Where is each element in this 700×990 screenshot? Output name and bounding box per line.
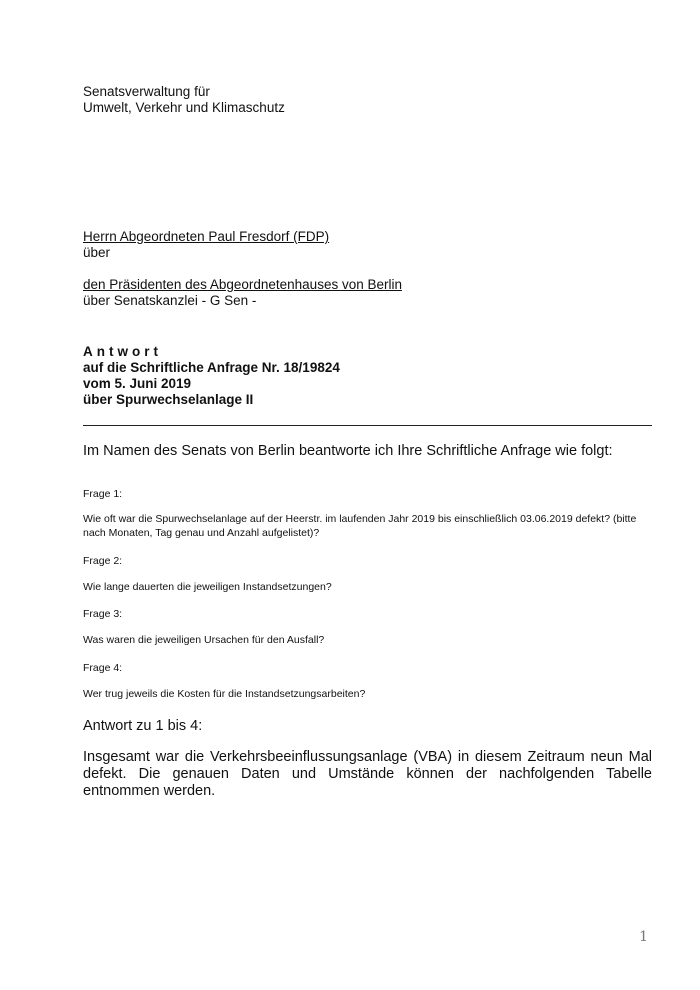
addressee: Herrn Abgeordneten Paul Fresdorf (FDP): [83, 229, 330, 244]
horizontal-divider: [83, 425, 652, 426]
via-line-1: über: [83, 245, 111, 260]
title-line-1: auf die Schriftliche Anfrage Nr. 18/19824: [83, 360, 340, 375]
sender-block: [83, 84, 285, 116]
sender-line-2: Umwelt, Verkehr und Klimaschutz: [83, 100, 285, 115]
question-4-label: Frage 4:: [83, 662, 123, 674]
question-4-text: Wer trug jeweils die Kosten für die Instandsetzungsarbeiten?: [83, 688, 366, 700]
question-3-label: Frage 3:: [83, 608, 123, 620]
page-number: 1: [639, 929, 648, 945]
sender-line-1: Senatsverwaltung für: [83, 84, 210, 99]
via-line-2: über Senatskanzlei - G Sen -: [83, 293, 257, 308]
answer-text: Insgesamt war die Verkehrsbeeinflussungsanlage (VBA) in diesem Zeitraum neun Mal defekt. Die genauen Daten und Umstände können der nachfolgenden Tabelle entnommen werden.: [83, 749, 652, 799]
title-heading: Antwort: [83, 344, 162, 359]
question-1-label: Frage 1:: [83, 488, 123, 500]
president-line: den Präsidenten des Abgeordnetenhauses von Berlin: [83, 277, 402, 292]
question-2-text: Wie lange dauerten die jeweiligen Instandsetzungen?: [83, 581, 332, 593]
recipient-block: [83, 229, 402, 309]
question-1-text: Wie oft war die Spurwechselanlage auf der Heerstr. im laufenden Jahr 2019 bis einschließlich 03.06.2019 defekt? (bitte nach Monaten, Tag genau und Anzahl aufgelistet)?: [83, 513, 637, 539]
answer-heading: Antwort zu 1 bis 4:: [83, 718, 203, 734]
intro-text: Im Namen des Senats von Berlin beantworte ich Ihre Schriftliche Anfrage wie folgt:: [83, 443, 613, 459]
document-title: [83, 344, 340, 408]
question-3-text: Was waren die jeweiligen Ursachen für den Ausfall?: [83, 634, 325, 646]
title-line-3: über Spurwechselanlage II: [83, 392, 254, 407]
question-2-label: Frage 2:: [83, 555, 123, 567]
title-line-2: vom 5. Juni 2019: [83, 376, 192, 391]
